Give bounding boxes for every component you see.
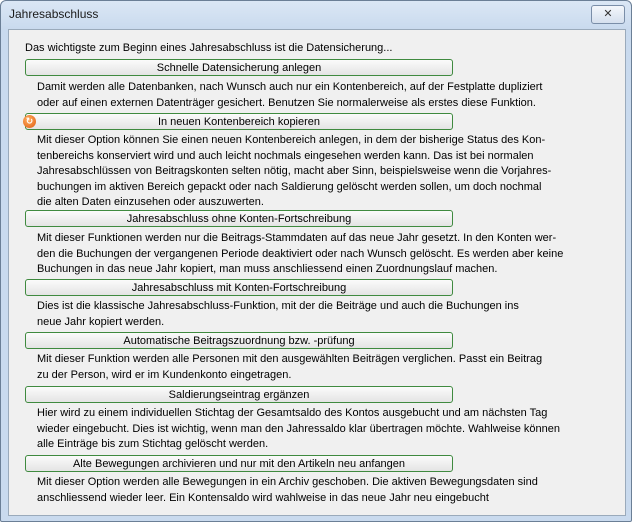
refresh-icon: ↻ [23, 115, 36, 128]
balance-entry-button[interactable]: Saldierungseintrag ergänzen [25, 386, 453, 403]
archive-movements-button[interactable]: Alte Bewegungen archivieren und nur mit den Artikeln neu anfangen [25, 455, 453, 472]
close-with-carryover-description: Dies ist die klassische Jahresabschluss-Funktion, mit der die Beiträge und auch die Buchungen ins neue Jahr kopiert werden. [37, 300, 519, 328]
archive-movements-description: Mit dieser Option werden alle Bewegungen in ein Archiv geschoben. Die aktiven Bewegungsdaten sind anschliessend wieder leer. Ein Kontensaldo wird wahlweise in das neue Jahr neu eingebucht [37, 476, 538, 504]
window-title: Jahresabschluss [9, 7, 99, 21]
balance-entry-description: Hier wird zu einem individuellen Stichtag der Gesamtsaldo des Kontos ausgebucht und am nächsten Tag wieder eingebucht. Dies ist wichtig, wenn man den Jahressaldo klar übertragen möchte. Wahlweise können alle Einträge bis zum Stichtag gelöscht werden. [37, 407, 560, 451]
close-without-carryover-button[interactable]: Jahresabschluss ohne Konten-Fortschreibung [25, 210, 453, 227]
close-button[interactable]: ✕ [591, 5, 625, 24]
copy-account-range-button[interactable] [25, 113, 453, 130]
auto-assignment-button[interactable]: Automatische Beitragszuordnung bzw. -prüfung [25, 332, 453, 349]
quick-backup-button[interactable]: Schnelle Datensicherung anlegen [25, 59, 453, 76]
close-without-carryover-description: Mit dieser Funktionen werden nur die Beitrags-Stammdaten auf das neue Jahr gesetzt. In den Konten wer- den die Buchungen der vergangenen Periode deaktiviert oder nach Wunsch gelöscht. Es werden aber keine Buchungen in das neue Jahr kopiert, man muss anschliessend einen Zuordnungslauf machen. [37, 232, 564, 276]
quick-backup-description: Damit werden alle Datenbanken, nach Wunsch auch nur ein Kontenbereich, auf der Festplatte dupliziert oder auf einen externen Datenträger gesichert. Benutzen Sie normalerweise als erstes diese Funktion. [37, 81, 543, 109]
copy-account-range-label: In neuen Kontenbereich kopieren [157, 116, 321, 128]
intro-text: Das wichtigste zum Beginn eines Jahresabschluss ist die Datensicherung... [25, 42, 393, 54]
dialog-content [8, 29, 626, 516]
title-bar[interactable] [1, 1, 631, 29]
copy-account-range-description: Mit dieser Option können Sie einen neuen Kontenbereich anlegen, in dem der bisherige Status des Kon- tenbereichs konserviert wird und auch leicht nochmals eingesehen werden kann. Das ist bei normalen Jahresabschlüssen von Beitragskonten selten nötig, macht aber Sinn, beispielsweise wenn die Vorjahres- buchungen im aktiven Bereich gepackt oder nach Saldierung gelöscht werden sollen, um doch nochmal die alten Daten einzusehen oder auszuwerten. [37, 134, 552, 209]
close-with-carryover-button[interactable]: Jahresabschluss mit Konten-Fortschreibung [25, 279, 453, 296]
auto-assignment-description: Mit dieser Funktion werden alle Personen mit den ausgewählten Beiträgen verglichen. Passt ein Beitrag zu der Person, wird er im Kundenkonto eingetragen. [37, 353, 543, 381]
